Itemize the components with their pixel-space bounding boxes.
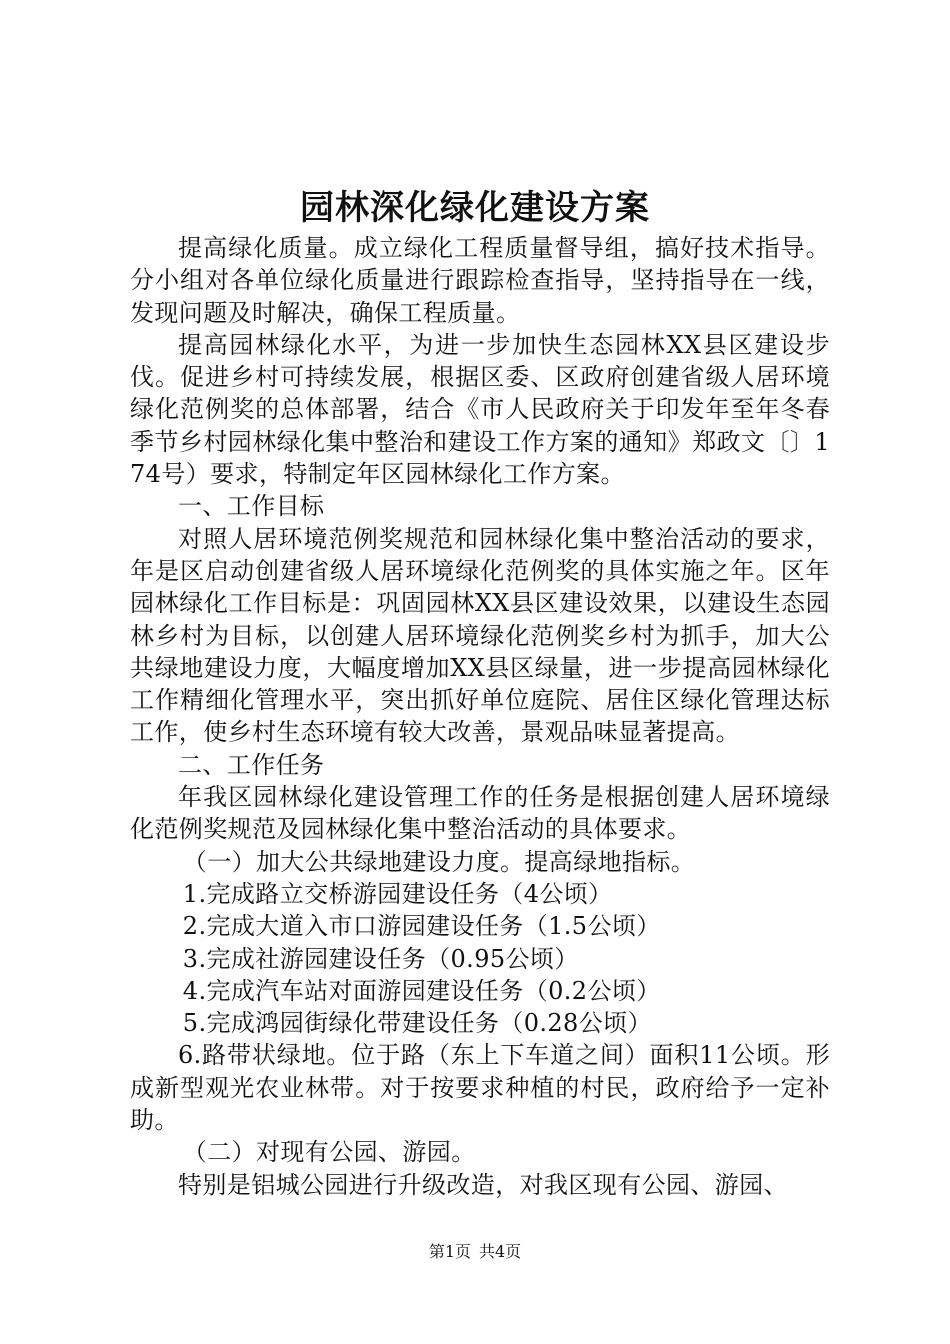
page-footer	[0, 1240, 950, 1264]
document-title: 园林深化绿化建设方案	[300, 188, 650, 228]
subheading-public-green: （一）加大公共绿地建设力度。提高绿地指标。	[182, 847, 696, 876]
subheading-existing-parks: （二）对现有公园、游园。	[182, 1138, 476, 1167]
list-item-6: 6.路带状绿地。位于路（东上下车道之间）面积11公顷。形成新型观光农业林带。对于按要求种植的村民，政府给予一定补助。	[130, 1041, 830, 1135]
list-item-1: 1.完成路立交桥游园建设任务（4公顷）	[182, 879, 613, 908]
heading-work-goal: 一、工作目标	[178, 492, 325, 521]
page-total: 共4页	[479, 1242, 522, 1261]
list-item-4: 4.完成汽车站对面游园建设任务（0.2公顷）	[182, 976, 661, 1005]
heading-work-tasks: 二、工作任务	[178, 750, 325, 779]
paragraph-intro: 提高园林绿化水平，为进一步加快生态园林XX县区建设步伐。促进乡村可持续发展，根据区委、区政府创建省级人居环境绿化范例奖的总体部署，结合《市人民政府关于印发年至年冬春季节乡村园林绿化集中整治和建设工作方案的通知》郑政文〔〕174号）要求，特制定年区园林绿化工作方案。	[130, 330, 830, 489]
paragraph-quality: 提高绿化质量。成立绿化工程质量督导组，搞好技术指导。分小组对各单位绿化质量进行跟踪检查指导，坚持指导在一线，发现问题及时解决，确保工程质量。	[130, 234, 830, 327]
paragraph-upgrade: 特别是铝城公园进行升级改造，对我区现有公园、游园、	[178, 1170, 788, 1199]
paragraph-goal: 对照人居环境范例奖规范和园林绿化集中整治活动的要求，年是区启动创建省级人居环境绿化范例奖的具体实施之年。区年园林绿化工作目标是：巩固园林XX县区建设效果，以建设生态园林乡村为目标，以创建人居环境绿化范例奖乡村为抓手，加大公共绿地建设力度，大幅度增加XX县区绿量，进一步提高园林绿化工作精细化管理水平，突出抓好单位庭院、居住区绿化管理达标工作，使乡村生态环境有较大改善，景观品味显著提高。	[130, 524, 830, 747]
list-item-2: 2.完成大道入市口游园建设任务（1.5公顷）	[182, 912, 661, 941]
list-item-3: 3.完成社游园建设任务（0.95公顷）	[182, 944, 579, 973]
paragraph-tasks: 年我区园林绿化建设管理工作的任务是根据创建人居环境绿化范例奖规范及园林绿化集中整治活动的具体要求。	[130, 783, 830, 844]
page-number: 第1页	[428, 1242, 471, 1261]
list-item-5: 5.完成鸿园街绿化带建设任务（0.28公顷）	[182, 1009, 652, 1038]
document-body	[130, 232, 830, 1201]
